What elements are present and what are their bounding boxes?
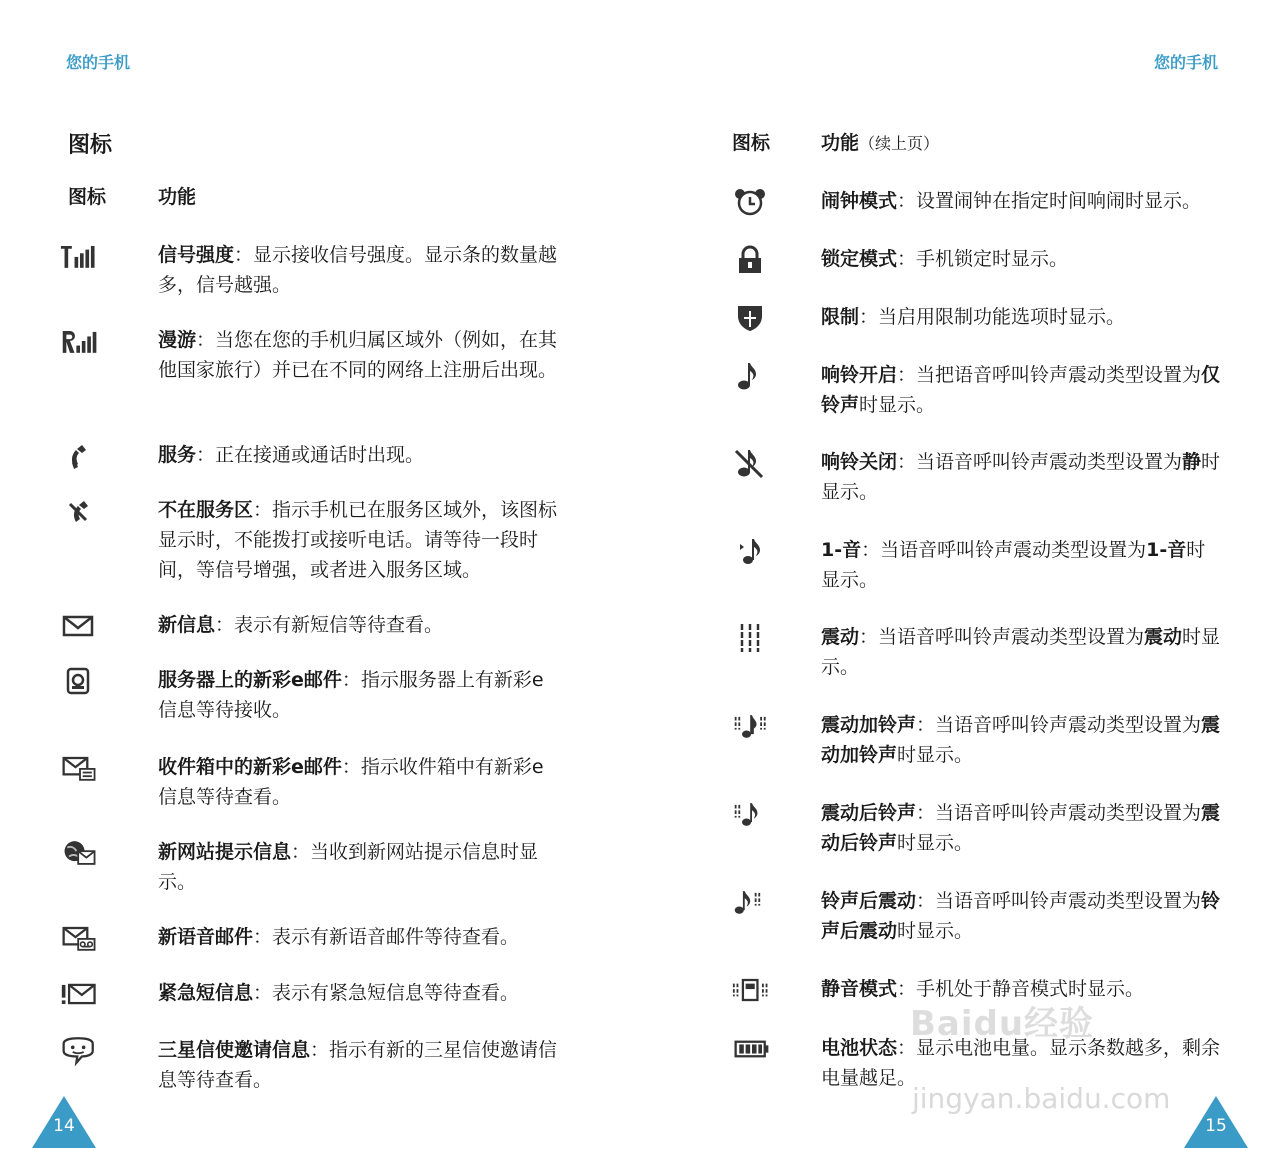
ringer-off-icon bbox=[732, 447, 772, 479]
watermark-logo: Baidu经验 bbox=[910, 1004, 1095, 1044]
roaming-icon bbox=[60, 325, 100, 357]
icon-description bbox=[158, 1035, 558, 1095]
description-text: 时显示。 bbox=[897, 832, 974, 854]
icon-description bbox=[821, 186, 1221, 216]
web-push-icon bbox=[60, 837, 100, 869]
description-text: 时显示。 bbox=[821, 626, 1221, 678]
icon-description bbox=[158, 240, 558, 300]
server-email-icon bbox=[60, 665, 100, 697]
icon-title: 信号强度 bbox=[158, 244, 235, 266]
bold-term: 仅铃声 bbox=[821, 364, 1221, 416]
battery-icon bbox=[732, 1033, 772, 1065]
page-number-badge bbox=[32, 1096, 96, 1148]
icon-function-text: 表示有新语音邮件等待查看。 bbox=[272, 926, 520, 948]
icon-description bbox=[158, 495, 558, 585]
icon-description bbox=[821, 360, 1221, 420]
description-text: 时显示。 bbox=[897, 744, 974, 766]
samsung-invite-icon bbox=[60, 1035, 100, 1067]
icon-title: 漫游 bbox=[158, 329, 197, 351]
icon-description bbox=[821, 244, 1221, 274]
one-beep-icon bbox=[732, 535, 772, 567]
column-header-icon: 图标 bbox=[732, 132, 771, 154]
icon-description bbox=[821, 886, 1221, 946]
voicemail-icon bbox=[60, 922, 100, 954]
vibrate-icon bbox=[732, 622, 772, 654]
separator: ： bbox=[291, 841, 311, 863]
page-number: 14 bbox=[53, 1116, 75, 1136]
column-header-function-sub: （续上页） bbox=[859, 134, 940, 153]
bold-term: 锁定模式 bbox=[821, 248, 898, 270]
description-text: ：当把语音呼叫铃声震动类型设置为 bbox=[897, 364, 1202, 386]
icon-description bbox=[158, 752, 558, 812]
ringer-on-icon bbox=[732, 360, 772, 392]
description-text: ：当语音呼叫铃声震动类型设置为 bbox=[861, 539, 1147, 561]
description-text: 时显示。 bbox=[897, 920, 974, 942]
icon-description bbox=[821, 798, 1221, 858]
icon-title: 服务器上的新彩e邮件 bbox=[158, 669, 342, 691]
ring-then-vibrate-icon bbox=[732, 886, 772, 918]
description-text: ：手机锁定时显示。 bbox=[897, 248, 1069, 270]
icon-description bbox=[158, 837, 558, 897]
icon-description bbox=[158, 440, 558, 470]
running-header: 您的手机 bbox=[66, 53, 131, 72]
separator: ： bbox=[341, 669, 361, 691]
icon-function-text: 当您在您的手机归属区域外（例如，在其他国家旅行）并已在不同的网络上注册后出现。 bbox=[158, 329, 558, 381]
bold-term: 震动后铃声 bbox=[821, 802, 917, 824]
icon-description bbox=[821, 535, 1221, 595]
inbox-email-icon bbox=[60, 752, 100, 784]
separator: ： bbox=[341, 756, 361, 778]
icon-title: 三星信使邀请信息 bbox=[158, 1039, 311, 1061]
bold-term: 震动加铃声 bbox=[821, 714, 917, 736]
description-text: ：设置闹钟在指定时间响闹时显示。 bbox=[897, 190, 1202, 212]
icon-description bbox=[158, 325, 558, 385]
bold-term: 震动 bbox=[821, 626, 860, 648]
icon-title: 新网站提示信息 bbox=[158, 841, 292, 863]
separator: ： bbox=[253, 499, 273, 521]
section-title: 图标 bbox=[68, 133, 113, 158]
icon-title: 新语音邮件 bbox=[158, 926, 254, 948]
signal-strength-icon bbox=[60, 240, 100, 272]
separator: ： bbox=[215, 614, 235, 636]
separator: ： bbox=[253, 982, 273, 1004]
column-header-icon: 图标 bbox=[68, 186, 107, 208]
icon-title: 收件箱中的新彩e邮件 bbox=[158, 756, 342, 778]
envelope-icon bbox=[60, 610, 100, 642]
vibrate-and-ring-icon bbox=[732, 710, 772, 742]
description-text: ：显示电池电量。显示条数越多，剩余电量越足。 bbox=[821, 1037, 1221, 1089]
description-text: 时显示。 bbox=[859, 394, 936, 416]
icon-description bbox=[821, 447, 1221, 507]
bold-term: 电池状态 bbox=[821, 1037, 898, 1059]
column-header-function-label: 功能 bbox=[821, 132, 860, 154]
icon-title: 紧急短信息 bbox=[158, 982, 254, 1004]
icon-description bbox=[821, 710, 1221, 770]
description-text: 时显示。 bbox=[821, 539, 1206, 591]
bold-term: 1-音 bbox=[1146, 539, 1187, 561]
description-text: ：手机处于静音模式时显示。 bbox=[897, 978, 1145, 1000]
icon-function-text: 指示服务器上有新彩e信息等待接收。 bbox=[158, 669, 544, 721]
description-text: ：当启用限制功能选项时显示。 bbox=[859, 306, 1126, 328]
bold-term: 震动后铃声 bbox=[821, 802, 1221, 854]
separator: ： bbox=[310, 1039, 330, 1061]
icon-description bbox=[158, 665, 558, 725]
icon-description bbox=[158, 922, 558, 952]
bold-term: 铃声后震动 bbox=[821, 890, 917, 912]
description-text: 时显示。 bbox=[821, 451, 1221, 503]
icon-function-text: 表示有新短信等待查看。 bbox=[234, 614, 444, 636]
separator: ： bbox=[253, 926, 273, 948]
bold-term: 震动 bbox=[1144, 626, 1183, 648]
bold-term: 闹钟模式 bbox=[821, 190, 898, 212]
bold-term: 限制 bbox=[821, 306, 860, 328]
bold-term: 静 bbox=[1182, 451, 1202, 473]
bold-term: 震动加铃声 bbox=[821, 714, 1221, 766]
icon-description bbox=[158, 978, 558, 1008]
column-header-function bbox=[821, 128, 939, 155]
icon-function-text: 指示有新的三星信使邀请信息等待查看。 bbox=[158, 1039, 558, 1091]
icon-function-text: 表示有紧急短信息等待查看。 bbox=[272, 982, 520, 1004]
running-header: 您的手机 bbox=[1153, 53, 1218, 72]
icon-function-text: 正在接通或通话时出现。 bbox=[215, 444, 425, 466]
page-number-badge bbox=[1184, 1096, 1248, 1148]
icon-title: 新信息 bbox=[158, 614, 216, 636]
description-text: ：当语音呼叫铃声震动类型设置为 bbox=[916, 890, 1202, 912]
icon-function-text: 显示接收信号强度。显示条的数量越多，信号越强。 bbox=[158, 244, 558, 296]
page-number: 15 bbox=[1205, 1116, 1227, 1136]
description-text: ：当语音呼叫铃声震动类型设置为 bbox=[916, 714, 1202, 736]
bold-term: 静音模式 bbox=[821, 978, 898, 1000]
vibrate-then-ring-icon bbox=[732, 798, 772, 830]
description-text: ：当语音呼叫铃声震动类型设置为 bbox=[859, 626, 1145, 648]
icon-title: 不在服务区 bbox=[158, 499, 254, 521]
lock-icon bbox=[732, 244, 772, 276]
silent-mode-icon bbox=[732, 974, 772, 1006]
bold-term: 响铃开启 bbox=[821, 364, 898, 386]
restriction-shield-icon bbox=[732, 302, 772, 334]
icon-function-text: 当收到新网站提示信息时显示。 bbox=[158, 841, 539, 893]
description-text: ：当语音呼叫铃声震动类型设置为 bbox=[897, 451, 1183, 473]
service-call-icon bbox=[60, 440, 100, 472]
column-header-function: 功能 bbox=[158, 186, 197, 208]
no-service-icon bbox=[60, 495, 100, 527]
icon-title: 服务 bbox=[158, 444, 197, 466]
icon-function-text: 指示手机已在服务区域外，该图标显示时，不能拨打或接听电话。请等待一段时间，等信号增强，或者进入服务区域。 bbox=[158, 499, 558, 581]
bold-term: 1-音 bbox=[821, 539, 862, 561]
separator: ： bbox=[196, 444, 216, 466]
icon-description bbox=[821, 302, 1221, 332]
icon-description bbox=[821, 622, 1221, 682]
separator: ： bbox=[196, 329, 216, 351]
separator: ： bbox=[234, 244, 254, 266]
description-text: ：当语音呼叫铃声震动类型设置为 bbox=[916, 802, 1202, 824]
alarm-clock-icon bbox=[732, 186, 772, 218]
bold-term: 铃声后震动 bbox=[821, 890, 1221, 942]
watermark-url: jingyan.baidu.com bbox=[912, 1082, 1171, 1115]
urgent-message-icon bbox=[60, 978, 100, 1010]
icon-function-text: 指示收件箱中有新彩e信息等待查看。 bbox=[158, 756, 544, 808]
icon-description bbox=[158, 610, 558, 640]
bold-term: 响铃关闭 bbox=[821, 451, 898, 473]
